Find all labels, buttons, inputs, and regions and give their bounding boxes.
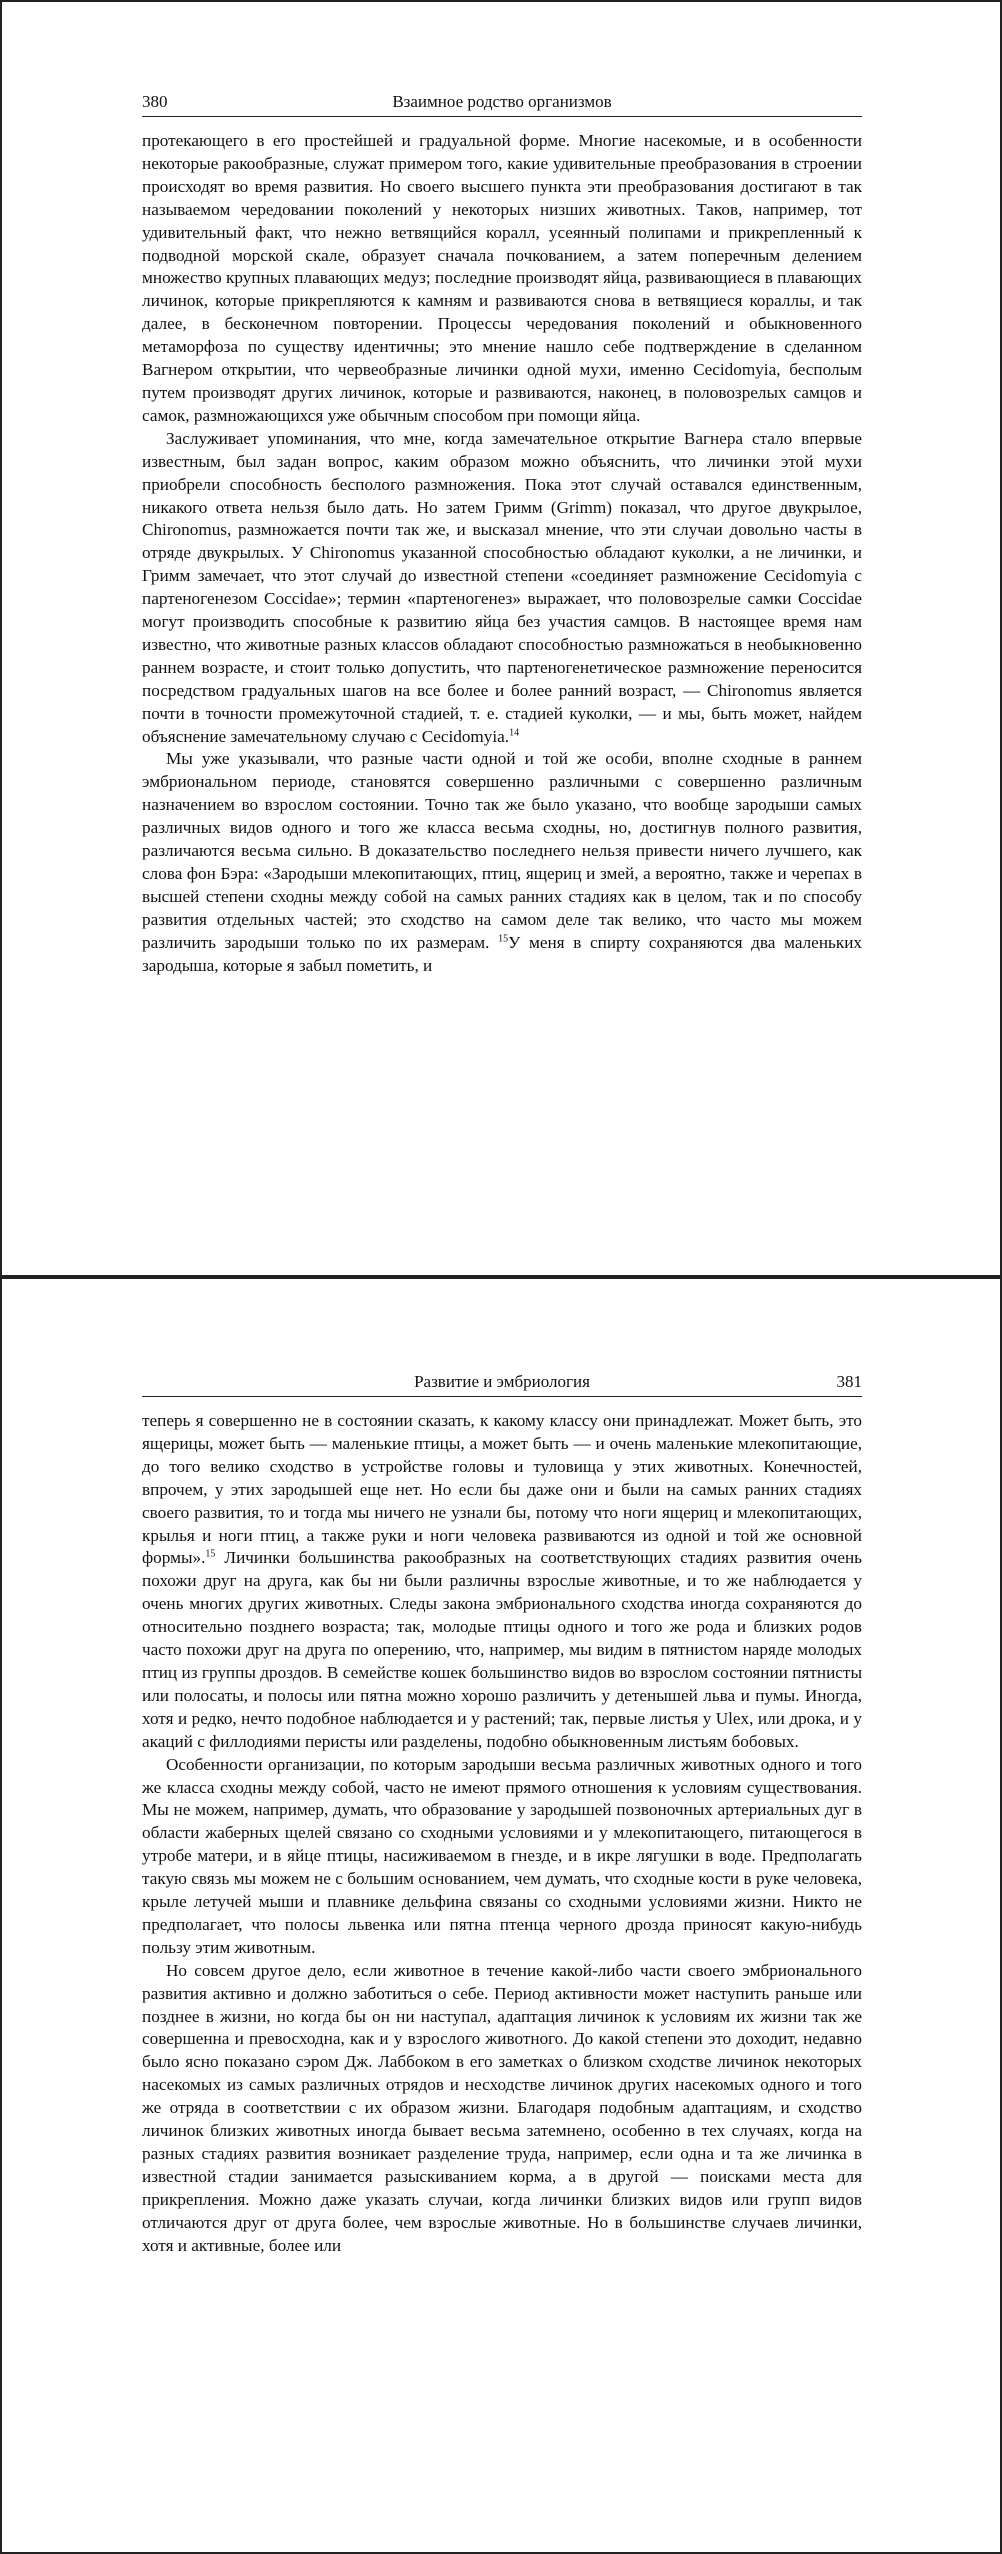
- paragraph-text: Заслуживает упоминания, что мне, когда замечательное открытие Вагнера стало впервые известным, был задан вопрос, каким образом можно объяснить, что личинки этой мухи приобрели способность бесполого размножения. Пока этот случай оставался единственным, никакого ответа нельзя было дать. Но затем Гримм (Grimm) показал, что другое двукрылое, Chironomus, размножается почти так же, и высказал мнение, что эти случаи довольно часты в отряде двукрылых. У Chironomus указанной способностью обладают куколки, а не личинки, и Гримм замечает, что этот случай до известной степени «соединяет размножение Cecidomyia с партеногенезом Coccidae»; термин «партеногенез» выражает, что половозрелые самки Coccidae могут производить способные к развитию яйца без участия самцов. В настоящее время нам известно, что животные разных классов обладают способностью размножаться в необыкновенно раннем возрасте, и стоит только допустить, что партеногенетическое размножение переносится посредством градуальных шагов на все более и более ранний возраст, — Chironomus является почти в точности промежуточной стадией, т. е. стадией куколки, — и мы, быть может, найдем объяснение замечательному случаю с Cecidomyia.: [142, 428, 862, 746]
- paragraph-text: У меня в спирту сохраняются два маленьких зародыша, которые я забыл пометить, и: [142, 932, 862, 975]
- page-body: [142, 130, 862, 978]
- running-header: [142, 92, 862, 117]
- page-number: 380: [142, 92, 168, 111]
- page-number: 381: [836, 1372, 862, 1391]
- footnote-mark: 15: [498, 932, 509, 944]
- paragraph: Особенности организации, по которым зародыши весьма различных животных одного и того же класса сходны между собой, часто не имеют прямого отношения к условиям существования. Мы не можем, например, думать, что образование у зародышей позвоночных артериальных дуг в области жаберных щелей связано со сходными условиями и у млекопитающего, питающегося в утробе матери, и в яйце птицы, насиживаемом в гнезде, и в икре лягушки в воде. Предполагать такую связь мы можем не с большим основанием, чем думать, что сходные кости в руке человека, крыле летучей мыши и плавнике дельфина связаны со сходными условиями жизни. Никто не предполагает, что полосы львенка или пятна птенца черного дрозда приносят какую-нибудь пользу этим животным.: [142, 1754, 862, 1957]
- page-body: [142, 1410, 862, 2258]
- running-title: Взаимное родство организмов: [392, 92, 612, 111]
- running-title: Развитие и эмбриология: [414, 1372, 590, 1391]
- page-381: [0, 1277, 1002, 2554]
- footnote-mark: 14: [509, 726, 520, 738]
- paragraph: [142, 1410, 862, 1754]
- paragraph: Но совсем другое дело, если животное в течение какой-либо части своего эмбрионального развития активно и должно заботиться о себе. Период активности может наступить раньше или позднее в жизни, но когда бы он ни наступал, адаптация личинок к условиям их жизни так же совершенна и превосходна, как и у взрослого животного. До какой степени это доходит, недавно было ясно показано сэром Дж. Лаббоком в его заметках о близком сходстве личинок некоторых насекомых из самых различных отрядов и несходстве личинок других насекомых одного и того же отряда в соответствии с их образом жизни. Благодаря подобным адаптациям, и сходство личинок близких животных иногда бывает весьма затемнено, особенно в тех случаях, когда на разных стадиях развития возникает разделение труда, например, если одна и та же личинка в известной стадии занимается разыскиванием корма, а в другой — поисками места для прикрепления. Можно даже указать случаи, когда личинки близких видов или групп видов отличаются друг от друга более, чем взрослые животные. Но в большинстве случаев личинки, хотя и активные, более или: [142, 1960, 862, 2255]
- running-header: [142, 1372, 862, 1397]
- paragraph-text: Мы уже указывали, что разные части одной и той же особи, вполне сходные в раннем эмбриональном периоде, становятся совершенно различными с совершенно различным назначением во взрослом состоянии. Точно так же было указано, что вообще зародыши самых различных видов одного и того же класса весьма сходны, но, достигнув полного развития, различаются весьма сильно. В доказательство последнего нельзя привести ничего лучшего, как слова фон Бэра: «Зародыши млекопитающих, птиц, ящериц и змей, а вероятно, также и черепах в высшей степени сходны между собой на самых ранних стадиях как в целом, так и по способу развития отдельных частей; это сходство на самом деле так велико, что часто мы можем различить зародыши только по их размерам.: [142, 749, 862, 952]
- paragraph: [142, 428, 862, 749]
- paragraph-text: теперь я совершенно не в состоянии сказать, к какому классу они принадлежат. Может быть, это ящерицы, может быть — маленькие птицы, а может быть — и очень маленькие млекопитающие, до того велико сходство в устройстве головы и туловища у этих животных. Конечностей, впрочем, у этих зародышей еще нет. Но если бы даже они и были на самых ранних стадиях своего развития, то и тогда мы ничего не узнали бы, потому что ноги ящериц и млекопитающих, крылья и ноги птиц, а также руки и ноги человека развиваются из одной и той же основной формы».: [142, 1411, 862, 1568]
- paragraph-text: Личинки большинства ракообразных на соответствующих стадиях развития очень похожи друг на друга, как бы ни были различны взрослые животные, и то же наблюдается у очень многих других животных. Следы закона эмбрионального сходства иногда сохраняются до относительно позднего возраста; так, молодые птицы одного и того же рода и близких родов часто похожи друг на друга по оперению, что, например, мы видим в пятнистом наряде молодых птиц из группы дроздов. В семействе кошек большинство видов во взрослом состоянии пятнисты или полосаты, и полосы или пятна можно хорошо различить у детенышей льва и пумы. Иногда, хотя и редко, нечто подобное наблюдается и у растений; так, первые листья у Ulex, или дрока, и у акаций с филлодиями перисты или разделены, подобно обыкновенным листьям бобовых.: [142, 1548, 862, 1751]
- paragraph: протекающего в его простейшей и градуальной форме. Многие насекомые, и в особенности некоторые ракообразные, служат примером того, какие удивительные преобразования в строении происходят во время развития. Но своего высшего пункта эти преобразования достигают в так называемом чередовании поколений у некоторых низших животных. Таков, например, тот удивительный факт, что нежно ветвящийся коралл, усеянный полипами и прикрепленный к подводной морской скале, образует сначала почкованием, а затем поперечным делением множество крупных плавающих медуз; последние производят яйца, развивающиеся в плавающих личинок, которые прикрепляются к камням и развиваются снова в ветвящиеся кораллы, и так далее, в бесконечном повторении. Процессы чередования поколений и обыкновенного метаморфоза по существу идентичны; это мнение нашло себе подтверждение в сделанном Вагнером открытии, что червеобразные личинки одной мухи, именно Cecidomyia, бесполым путем производят других личинок, которые и развиваются, наконец, в половозрелых самцов и самок, размножающихся уже обычным способом при помощи яйца.: [142, 131, 862, 425]
- footnote-mark: 15: [205, 1548, 216, 1560]
- paragraph: [142, 748, 862, 977]
